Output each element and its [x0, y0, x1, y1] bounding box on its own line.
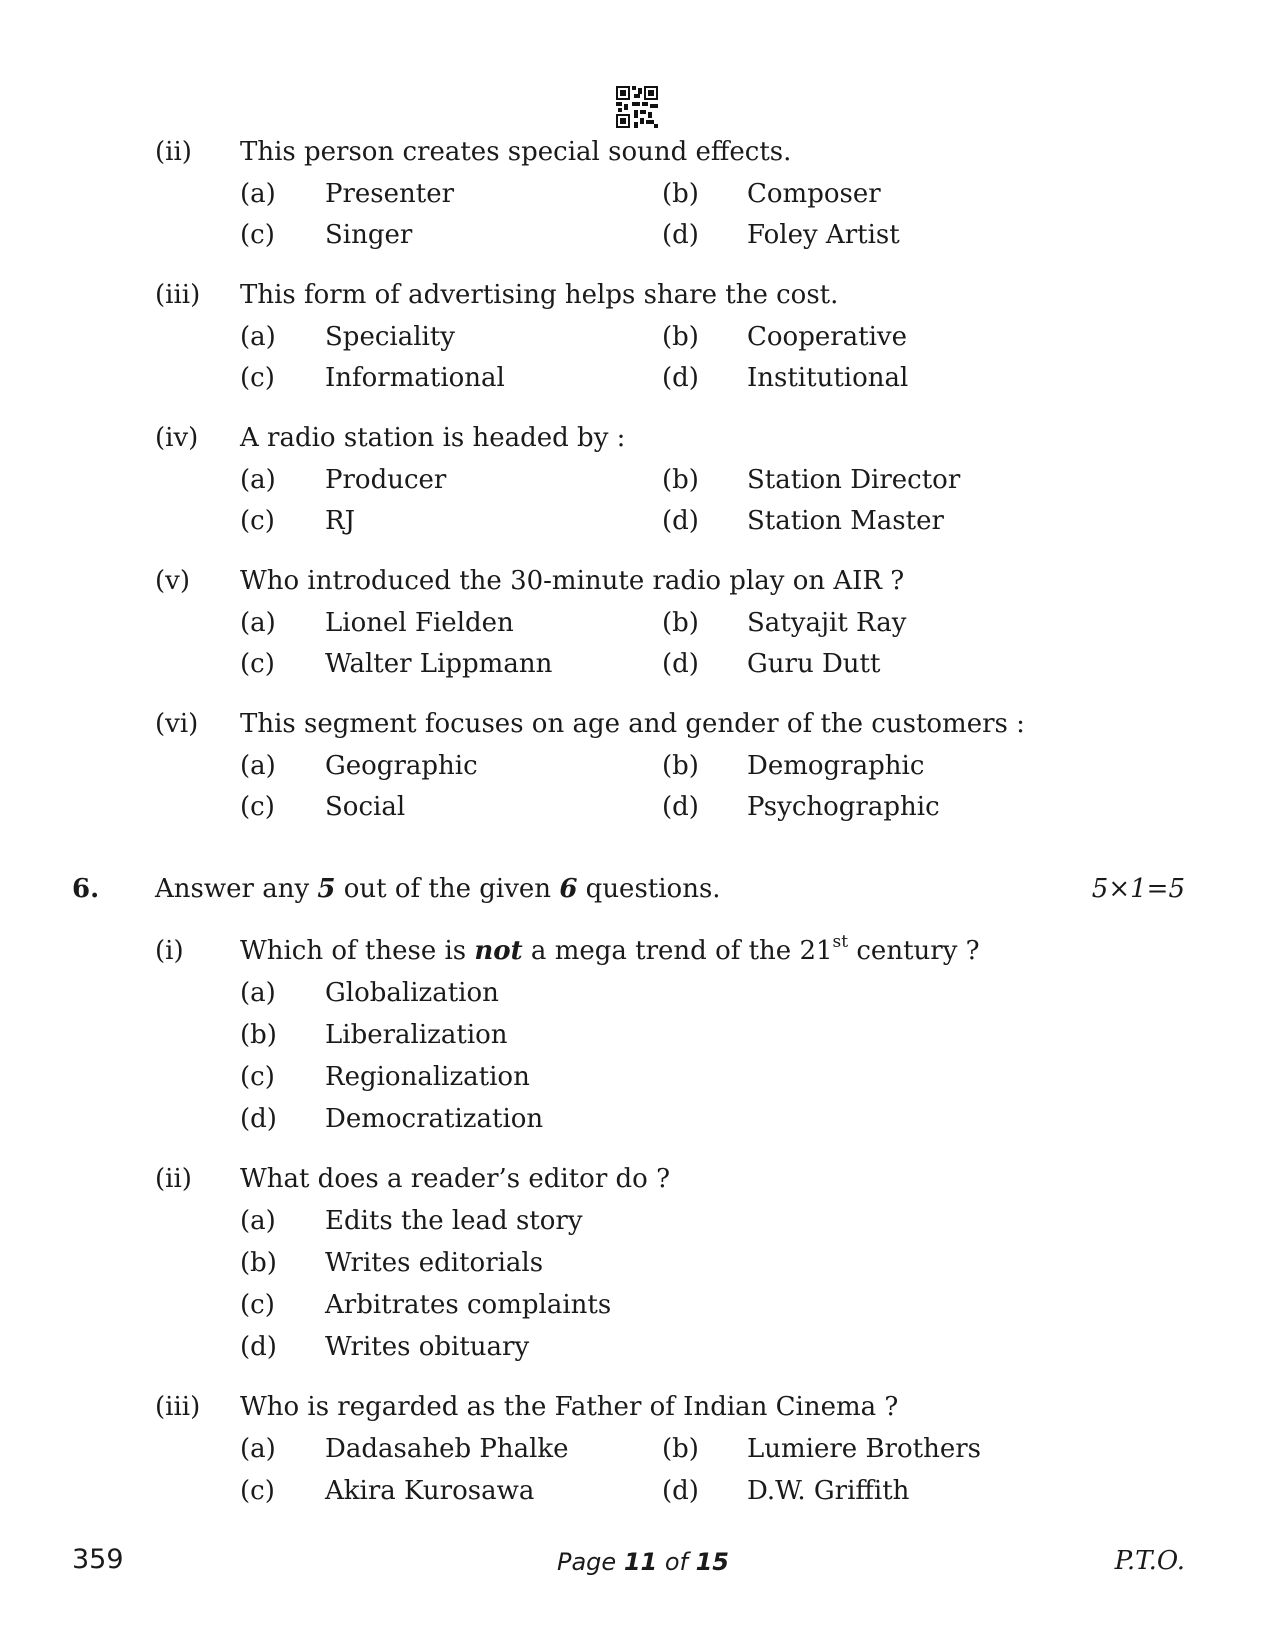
option-label: (c) — [240, 1062, 275, 1092]
option-label: (a) — [240, 751, 276, 781]
question-text: Who introduced the 30-minute radio play on AIR ? — [240, 566, 905, 596]
option-text: Writes editorials — [325, 1248, 544, 1278]
option-label: (c) — [240, 220, 275, 250]
question-text: This segment focuses on age and gender of the customers : — [240, 709, 1025, 739]
option-label: (b) — [240, 1248, 277, 1278]
option-text: Globalization — [325, 978, 499, 1008]
question-text: This form of advertising helps share the cost. — [240, 280, 839, 310]
option-label: (a) — [240, 978, 276, 1008]
option-text: Satyajit Ray — [747, 608, 907, 638]
question-text: What does a reader’s editor do ? — [240, 1164, 671, 1194]
option-text: Guru Dutt — [747, 649, 881, 679]
option-text: Writes obituary — [325, 1332, 530, 1362]
option-text: Social — [325, 792, 406, 822]
option-text: Singer — [325, 220, 413, 250]
option-text: Institutional — [747, 363, 909, 393]
option-text: Liberalization — [325, 1020, 508, 1050]
pto-label: P.T.O. — [1114, 1546, 1185, 1576]
option-label: (a) — [240, 322, 276, 352]
option-label: (c) — [240, 363, 275, 393]
question-number: (ii) — [155, 137, 192, 167]
option-text: Edits the lead story — [325, 1206, 583, 1236]
option-text: D.W. Griffith — [747, 1476, 910, 1506]
option-label: (d) — [240, 1332, 277, 1362]
option-label: (b) — [662, 608, 699, 638]
question-number: (i) — [155, 936, 184, 966]
option-label: (b) — [662, 465, 699, 495]
option-label: (b) — [662, 1434, 699, 1464]
option-text: Foley Artist — [747, 220, 900, 250]
option-text: Dadasaheb Phalke — [325, 1434, 569, 1464]
question-number: (v) — [155, 566, 190, 596]
question-6-instruction: Answer any 5 out of the given 6 questions. — [155, 874, 721, 904]
option-label: (a) — [240, 465, 276, 495]
option-text: Arbitrates complaints — [325, 1290, 612, 1320]
option-text: Demographic — [747, 751, 925, 781]
question-text: A radio station is headed by : — [240, 423, 626, 453]
question-number: (iii) — [155, 1392, 201, 1422]
option-text: Geographic — [325, 751, 478, 781]
option-label: (a) — [240, 608, 276, 638]
question-number: (iii) — [155, 280, 201, 310]
option-label: (b) — [662, 322, 699, 352]
option-label: (c) — [240, 1476, 275, 1506]
option-text: Lumiere Brothers — [747, 1434, 981, 1464]
option-label: (b) — [240, 1020, 277, 1050]
option-text: Station Director — [747, 465, 961, 495]
option-label: (d) — [662, 649, 699, 679]
option-label: (c) — [240, 649, 275, 679]
page-number: Page 11 of 15 — [557, 1548, 730, 1576]
option-label: (a) — [240, 1434, 276, 1464]
option-text: Psychographic — [747, 792, 940, 822]
option-label: (c) — [240, 506, 275, 536]
question-text: This person creates special sound effects. — [240, 137, 792, 167]
option-text: Lionel Fielden — [325, 608, 514, 638]
option-label: (a) — [240, 179, 276, 209]
option-text: Cooperative — [747, 322, 907, 352]
option-label: (c) — [240, 792, 275, 822]
question-number: (vi) — [155, 709, 199, 739]
marks-allocation: 5×1=5 — [1091, 874, 1185, 904]
option-label: (b) — [662, 179, 699, 209]
option-label: (d) — [662, 220, 699, 250]
option-text: Walter Lippmann — [325, 649, 553, 679]
option-text: Regionalization — [325, 1062, 530, 1092]
option-label: (a) — [240, 1206, 276, 1236]
option-label: (d) — [240, 1104, 277, 1134]
option-text: Speciality — [325, 322, 455, 352]
option-text: Presenter — [325, 179, 455, 209]
option-label: (c) — [240, 1290, 275, 1320]
option-text: Informational — [325, 363, 505, 393]
option-text: Composer — [747, 179, 881, 209]
option-label: (d) — [662, 1476, 699, 1506]
question-text: Who is regarded as the Father of Indian Cinema ? — [240, 1392, 899, 1422]
option-text: Producer — [325, 465, 447, 495]
question-text: Which of these is not a mega trend of the 21st century ? — [240, 932, 980, 966]
question-number: (ii) — [155, 1164, 192, 1194]
option-text: RJ — [325, 506, 355, 536]
question-number: (iv) — [155, 423, 199, 453]
option-label: (b) — [662, 751, 699, 781]
option-text: Akira Kurosawa — [325, 1476, 535, 1506]
qr-code — [616, 86, 658, 128]
paper-code: 359 — [72, 1544, 124, 1575]
option-label: (d) — [662, 792, 699, 822]
option-label: (d) — [662, 363, 699, 393]
option-text: Station Master — [747, 506, 944, 536]
question-6-number: 6. — [72, 874, 100, 904]
option-label: (d) — [662, 506, 699, 536]
option-text: Democratization — [325, 1104, 544, 1134]
